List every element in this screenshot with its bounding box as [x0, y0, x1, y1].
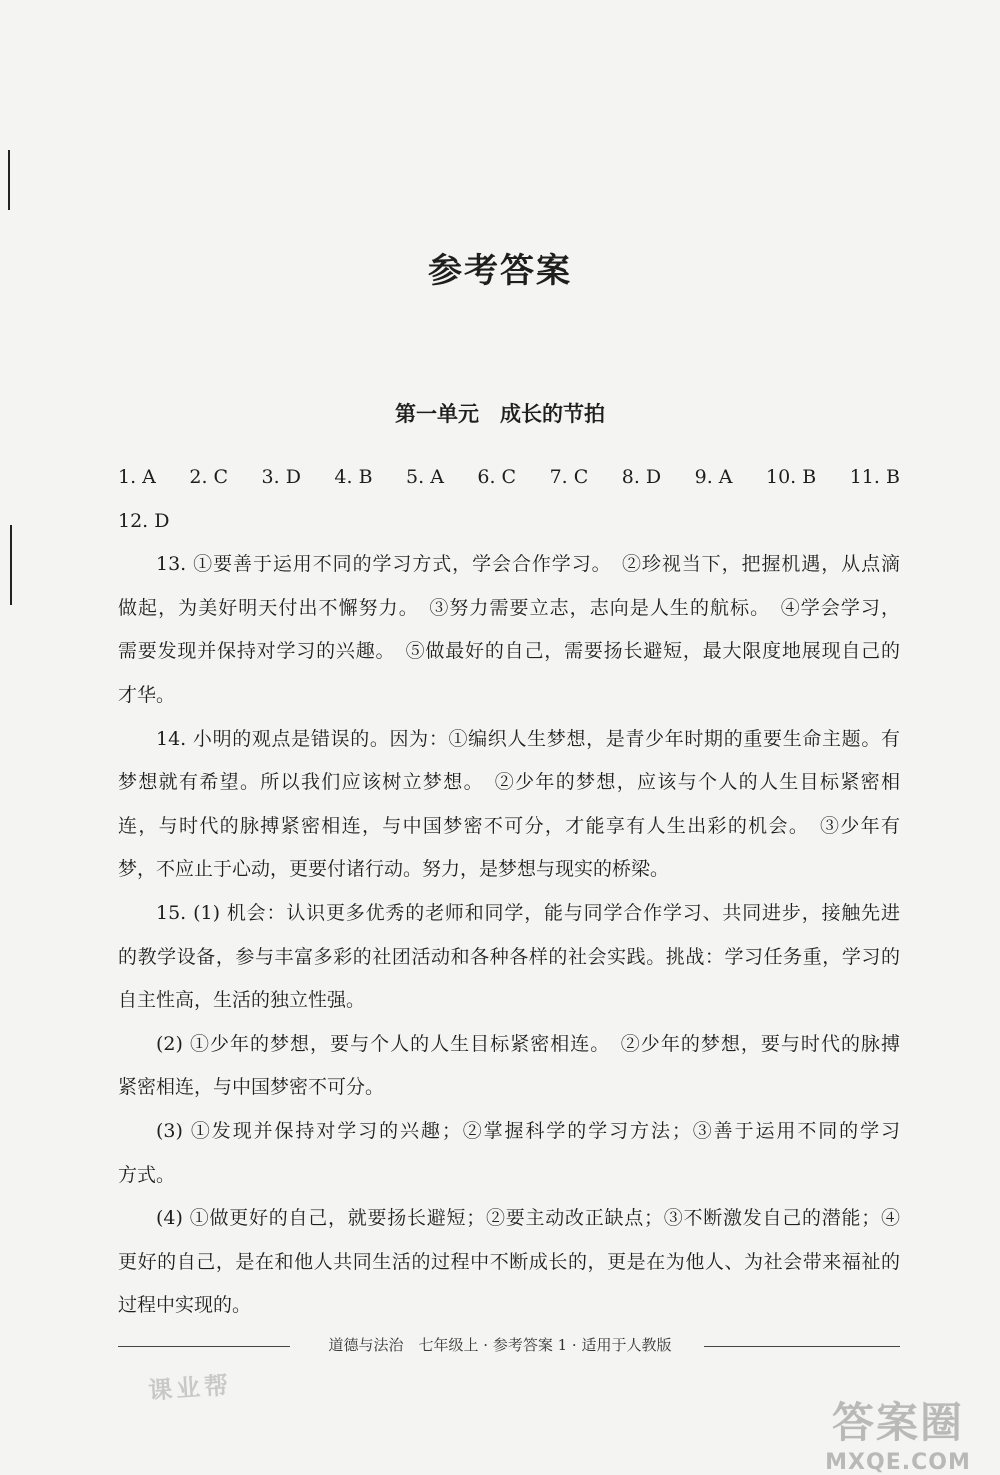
mc-answer: 1. A — [118, 466, 156, 488]
answer-line: (2) ①少年的梦想，要与个人的人生目标紧密相连。 ②少年的梦想，要与时代的脉搏 — [156, 1032, 900, 1055]
watermark-text: 课业帮 — [147, 1370, 234, 1405]
scan-edge-mark — [8, 150, 10, 210]
mc-answer: 4. B — [334, 466, 373, 488]
mc-answer: 9. A — [694, 466, 733, 488]
answer-line: 的教学设备，参与丰富多彩的社团活动和各种各样的社会实践。挑战：学习任务重，学习的 — [118, 945, 900, 968]
answer-body — [118, 456, 900, 1328]
answer-line: 梦想就有希望。所以我们应该树立梦想。 ②少年的梦想，应该与个人的人生目标紧密相 — [118, 771, 900, 794]
watermark-logo — [808, 1390, 988, 1475]
watermark-url: MXQE.COM — [825, 1450, 971, 1475]
scan-edge-mark — [10, 525, 12, 605]
answer-line: 14. 小明的观点是错误的。因为：①编织人生梦想，是青少年时期的重要生命主题。有 — [156, 727, 900, 750]
mc-answer: 7. C — [549, 466, 589, 488]
watermark-logo-text: 答案圈 — [831, 1398, 964, 1447]
answer-line: 过程中实现的。 — [118, 1294, 252, 1317]
answer-line: 连，与时代的脉搏紧密相连，与中国梦密不可分，才能享有人生出彩的机会。 ③少年有 — [118, 814, 900, 837]
page-footer: 道德与法治 七年级上 · 参考答案 1 · 适用于人教版 — [328, 1336, 672, 1354]
answer-line: 15. (1) 机会：认识更多优秀的老师和同学，能与同学合作学习、共同进步，接触先进 — [156, 901, 900, 924]
mc-answer: 6. C — [477, 466, 517, 488]
answer-line: 更好的自己，是在和他人共同生活的过程中不断成长的，更是在为他人、为社会带来福祉的 — [118, 1250, 900, 1273]
answer-line: 方式。 — [118, 1163, 176, 1186]
mc-answer: 8. D — [621, 466, 662, 488]
answer-line: 做起，为美好明天付出不懈努力。 ③努力需要立志，志向是人生的航标。 ④学会学习， — [118, 596, 900, 619]
answer-line: 才华。 — [118, 683, 176, 706]
answer-line: (3) ①发现并保持对学习的兴趣；②掌握科学的学习方法；③善于运用不同的学习 — [156, 1119, 900, 1142]
multiple-choice-answers — [118, 456, 900, 500]
mc-answer: 3. D — [261, 466, 301, 488]
answer-line: 需要发现并保持对学习的兴趣。 ⑤做最好的自己，需要扬长避短，最大限度地展现自己的 — [118, 640, 900, 663]
answer-line: 紧密相连，与中国梦密不可分。 — [118, 1076, 385, 1099]
answer-line: (4) ①做更好的自己，就要扬长避短；②要主动改正缺点；③不断激发自己的潜能；④ — [156, 1207, 900, 1230]
unit-heading: 第一单元 成长的节拍 — [395, 401, 605, 426]
mc-answer: 2. C — [189, 466, 229, 488]
page-title: 参考答案 — [428, 251, 572, 291]
mc-answer: 12. D — [118, 509, 170, 532]
answer-line: 13. ①要善于运用不同的学习方式，学会合作学习。 ②珍视当下，把握机遇，从点滴 — [156, 553, 900, 576]
answer-line: 自主性高，生活的独立性强。 — [118, 989, 366, 1012]
mc-answer: 5. A — [406, 466, 444, 488]
mc-answer: 10. B — [766, 466, 817, 488]
mc-answer: 11. B — [849, 466, 900, 488]
answer-line: 梦，不应止于心动，更要付诸行动。努力，是梦想与现实的桥梁。 — [118, 858, 670, 881]
